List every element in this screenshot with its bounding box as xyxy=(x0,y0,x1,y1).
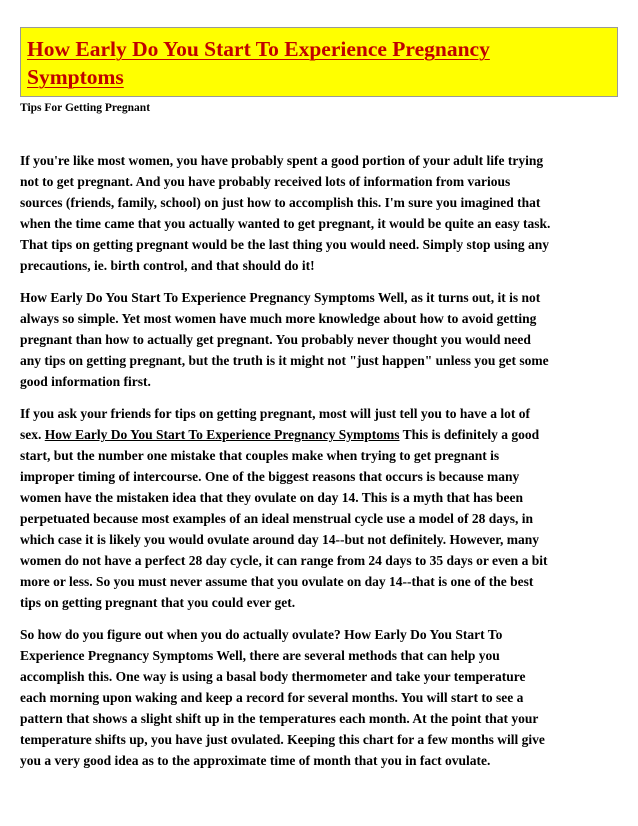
text-line: when the time came that you actually wanted to get pregnant, it would be quite an easy task. xyxy=(20,216,551,231)
text-segment: sex. xyxy=(20,427,45,442)
text-line-with-link xyxy=(20,424,620,445)
paragraph-2 xyxy=(20,287,620,392)
text-line: accomplish this. One way is using a basal body thermometer and take your temperature xyxy=(20,669,526,684)
text-segment: This is definitely a good xyxy=(399,427,540,442)
text-line: women do not have a perfect 28 day cycle, it can range from 24 days to 35 days or even a bit xyxy=(20,553,548,568)
article-title-link[interactable]: How Early Do You Start To Experience Pregnancy Symptoms xyxy=(44,427,400,442)
title-banner xyxy=(20,27,618,97)
text-line: start, but the number one mistake that couples make when trying to get pregnant is xyxy=(20,448,500,463)
title-line-1: How Early Do You Start To Experience Pregnancy xyxy=(27,37,490,61)
text-line: temperature shifts up, you have just ovulated. Keeping this chart for a few months will give xyxy=(20,732,545,747)
text-line: good information first. xyxy=(20,374,151,389)
text-line: women have the mistaken idea that they ovulate on day 14. This is a myth that has been xyxy=(20,490,524,505)
text-line: So how do you figure out when you do actually ovulate? How Early Do You Start To xyxy=(20,627,503,642)
text-line: If you're like most women, you have probably spent a good portion of your adult life trying xyxy=(20,153,544,168)
paragraph-3 xyxy=(20,403,620,613)
title-line-2: Symptoms xyxy=(27,65,124,89)
text-line: If you ask your friends for tips on getting pregnant, most will just tell you to have a lot of xyxy=(20,406,531,421)
text-line: you a very good idea as to the approximate time of month that you in fact ovulate. xyxy=(20,753,491,768)
text-line: perpetuated because most examples of an ideal menstrual cycle use a model of 28 days, in xyxy=(20,511,533,526)
text-line: pattern that shows a slight shift up in the temperatures each month. At the point that your xyxy=(20,711,539,726)
text-line: precautions, ie. birth control, and that should do it! xyxy=(20,258,315,273)
text-line: any tips on getting pregnant, but the truth is it might not "just happen" unless you get some xyxy=(20,353,549,368)
text-line: improper timing of intercourse. One of the biggest reasons that occurs is because many xyxy=(20,469,520,484)
text-line: sources (friends, family, school) on just how to accomplish this. I'm sure you imagined that xyxy=(20,195,541,210)
text-line: That tips on getting pregnant would be the last thing you would need. Simply stop using any xyxy=(20,237,549,252)
text-line: tips on getting pregnant that you could ever get. xyxy=(20,595,296,610)
text-line: each morning upon waking and keep a record for several months. You will start to see a xyxy=(20,690,524,705)
text-line: which case it is likely you would ovulate around day 14--but not definitely. However, many xyxy=(20,532,540,547)
paragraph-4 xyxy=(20,624,620,771)
text-line: more or less. So you must never assume that you ovulate on day 14--that is one of the best xyxy=(20,574,534,589)
article-body xyxy=(20,150,620,782)
text-line: pregnant than how to actually get pregnant. You probably never thought you would need xyxy=(20,332,531,347)
text-line: Experience Pregnancy Symptoms Well, there are several methods that can help you xyxy=(20,648,500,663)
page-subtitle: Tips For Getting Pregnant xyxy=(20,102,151,114)
page-title xyxy=(27,35,617,91)
paragraph-1 xyxy=(20,150,620,276)
text-line: not to get pregnant. And you have probably received lots of information from various xyxy=(20,174,511,189)
text-line: How Early Do You Start To Experience Pregnancy Symptoms Well, as it turns out, it is not xyxy=(20,290,541,305)
text-line: always so simple. Yet most women have much more knowledge about how to avoid getting xyxy=(20,311,537,326)
